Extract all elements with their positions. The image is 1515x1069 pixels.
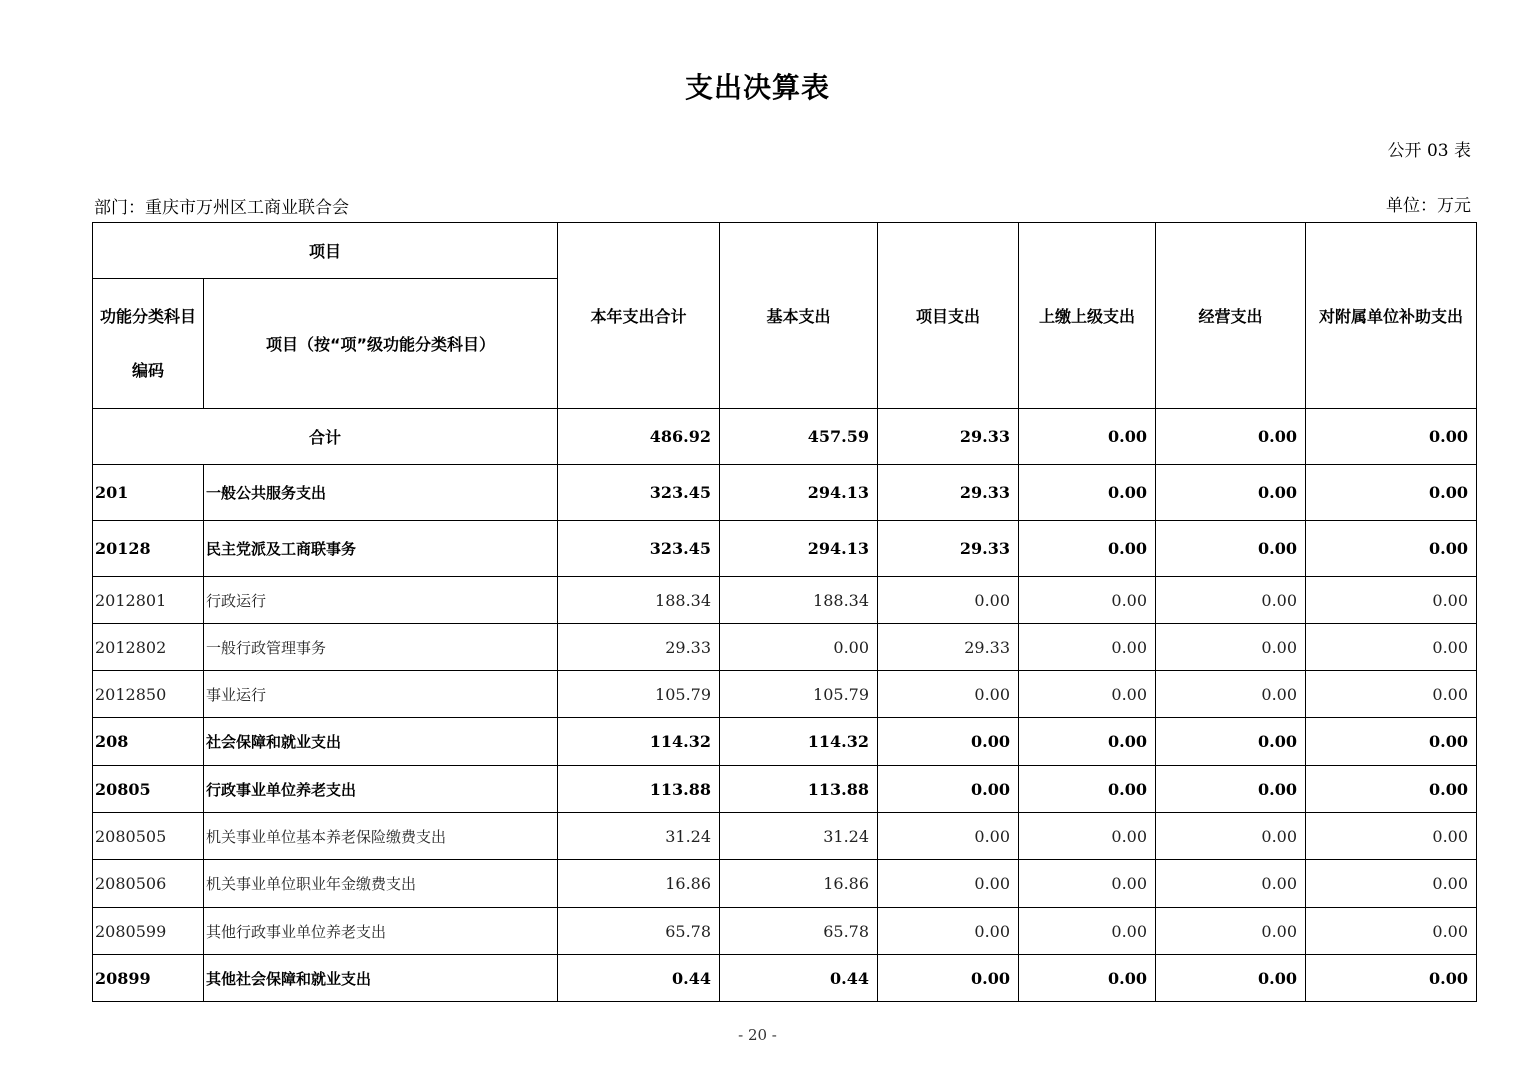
row-value: 0.00 <box>1306 860 1477 908</box>
total-value: 0.00 <box>1019 409 1156 465</box>
row-value: 0.00 <box>1306 718 1477 766</box>
table-row <box>93 718 1477 766</box>
row-value: 0.00 <box>1156 766 1306 813</box>
row-value: 0.00 <box>1019 465 1156 521</box>
row-value: 0.00 <box>1019 577 1156 624</box>
row-value: 0.00 <box>1306 624 1477 671</box>
row-name: 行政事业单位养老支出 <box>204 766 558 813</box>
row-value: 0.00 <box>1019 671 1156 718</box>
table-row <box>93 860 1477 908</box>
row-value: 0.00 <box>878 955 1019 1002</box>
row-value: 0.00 <box>1306 766 1477 813</box>
row-value: 0.00 <box>1156 955 1306 1002</box>
total-value: 0.00 <box>1306 409 1477 465</box>
row-value: 323.45 <box>558 521 720 577</box>
row-code: 2012801 <box>93 577 204 624</box>
row-value: 0.00 <box>1156 908 1306 955</box>
row-value: 0.00 <box>878 671 1019 718</box>
row-value: 0.00 <box>878 860 1019 908</box>
row-value: 113.88 <box>558 766 720 813</box>
row-value: 114.32 <box>720 718 878 766</box>
row-value: 294.13 <box>720 521 878 577</box>
row-value: 0.00 <box>1306 521 1477 577</box>
row-value: 0.00 <box>1306 465 1477 521</box>
row-value: 16.86 <box>558 860 720 908</box>
row-code: 2080506 <box>93 860 204 908</box>
total-value: 29.33 <box>878 409 1019 465</box>
row-value: 0.00 <box>1306 955 1477 1002</box>
row-code: 2080599 <box>93 908 204 955</box>
row-name: 社会保障和就业支出 <box>204 718 558 766</box>
header-item: 项目（按“项”级功能分类科目） <box>204 279 558 409</box>
row-value: 105.79 <box>720 671 878 718</box>
row-value: 0.00 <box>878 813 1019 860</box>
row-value: 31.24 <box>720 813 878 860</box>
row-value: 0.00 <box>1019 718 1156 766</box>
row-code: 2080505 <box>93 813 204 860</box>
row-value: 65.78 <box>558 908 720 955</box>
row-value: 0.00 <box>1156 577 1306 624</box>
department-label: 部门：重庆市万州区工商业联合会 <box>94 198 349 218</box>
row-code: 20899 <box>93 955 204 1002</box>
row-name: 一般公共服务支出 <box>204 465 558 521</box>
table-row <box>93 671 1477 718</box>
row-value: 105.79 <box>558 671 720 718</box>
row-value: 31.24 <box>558 813 720 860</box>
row-value: 16.86 <box>720 860 878 908</box>
row-value: 0.00 <box>1156 860 1306 908</box>
header-subsidy: 对附属单位补助支出 <box>1306 223 1477 409</box>
row-value: 0.00 <box>1019 766 1156 813</box>
row-name: 机关事业单位职业年金缴费支出 <box>204 860 558 908</box>
row-value: 29.33 <box>878 521 1019 577</box>
total-row <box>93 409 1477 465</box>
table-row <box>93 955 1477 1002</box>
row-value: 0.00 <box>1156 718 1306 766</box>
table-row <box>93 766 1477 813</box>
row-code: 20805 <box>93 766 204 813</box>
table-row <box>93 624 1477 671</box>
row-value: 188.34 <box>720 577 878 624</box>
page-title: 支出决算表 <box>684 71 830 104</box>
header-business: 经营支出 <box>1156 223 1306 409</box>
row-value: 0.00 <box>720 624 878 671</box>
row-value: 0.00 <box>1019 955 1156 1002</box>
table-row <box>93 577 1477 624</box>
header-project: 项目 <box>93 223 558 279</box>
row-value: 0.00 <box>1306 908 1477 955</box>
expenditure-table <box>92 222 1477 1002</box>
row-value: 113.88 <box>720 766 878 813</box>
row-value: 0.00 <box>1019 908 1156 955</box>
total-value: 486.92 <box>558 409 720 465</box>
row-value: 0.00 <box>1156 465 1306 521</box>
header-total: 本年支出合计 <box>558 223 720 409</box>
row-value: 0.00 <box>1156 521 1306 577</box>
row-value: 0.00 <box>878 908 1019 955</box>
header-upper-remit: 上缴上级支出 <box>1019 223 1156 409</box>
row-value: 0.00 <box>1156 813 1306 860</box>
row-value: 29.33 <box>558 624 720 671</box>
table-row <box>93 908 1477 955</box>
row-value: 29.33 <box>878 624 1019 671</box>
row-value: 0.44 <box>558 955 720 1002</box>
total-label: 合计 <box>93 409 558 465</box>
row-value: 0.00 <box>878 577 1019 624</box>
row-value: 0.00 <box>1019 860 1156 908</box>
header-code: 功能分类科目编码 <box>93 279 204 409</box>
table-row <box>93 465 1477 521</box>
row-value: 0.00 <box>1156 671 1306 718</box>
row-value: 0.00 <box>1306 813 1477 860</box>
row-value: 0.00 <box>1156 624 1306 671</box>
row-code: 2012802 <box>93 624 204 671</box>
row-value: 65.78 <box>720 908 878 955</box>
row-name: 事业运行 <box>204 671 558 718</box>
unit-label: 单位：万元 <box>1386 196 1471 216</box>
row-name: 机关事业单位基本养老保险缴费支出 <box>204 813 558 860</box>
row-code: 2012850 <box>93 671 204 718</box>
table-row <box>93 813 1477 860</box>
page-number: - 20 - <box>738 1026 777 1044</box>
row-value: 0.00 <box>878 718 1019 766</box>
row-name: 其他社会保障和就业支出 <box>204 955 558 1002</box>
row-name: 行政运行 <box>204 577 558 624</box>
header-project-expense: 项目支出 <box>878 223 1019 409</box>
row-value: 0.00 <box>1306 671 1477 718</box>
row-value: 29.33 <box>878 465 1019 521</box>
row-value: 0.00 <box>1019 813 1156 860</box>
row-code: 208 <box>93 718 204 766</box>
form-id: 公开 03 表 <box>1387 141 1471 161</box>
row-value: 323.45 <box>558 465 720 521</box>
header-basic: 基本支出 <box>720 223 878 409</box>
row-code: 201 <box>93 465 204 521</box>
row-code: 20128 <box>93 521 204 577</box>
row-name: 一般行政管理事务 <box>204 624 558 671</box>
row-value: 188.34 <box>558 577 720 624</box>
row-value: 294.13 <box>720 465 878 521</box>
row-name: 其他行政事业单位养老支出 <box>204 908 558 955</box>
row-value: 0.00 <box>1019 624 1156 671</box>
row-value: 114.32 <box>558 718 720 766</box>
row-value: 0.00 <box>1306 577 1477 624</box>
table-row <box>93 521 1477 577</box>
row-value: 0.44 <box>720 955 878 1002</box>
total-value: 0.00 <box>1156 409 1306 465</box>
row-value: 0.00 <box>878 766 1019 813</box>
total-value: 457.59 <box>720 409 878 465</box>
row-name: 民主党派及工商联事务 <box>204 521 558 577</box>
row-value: 0.00 <box>1019 521 1156 577</box>
